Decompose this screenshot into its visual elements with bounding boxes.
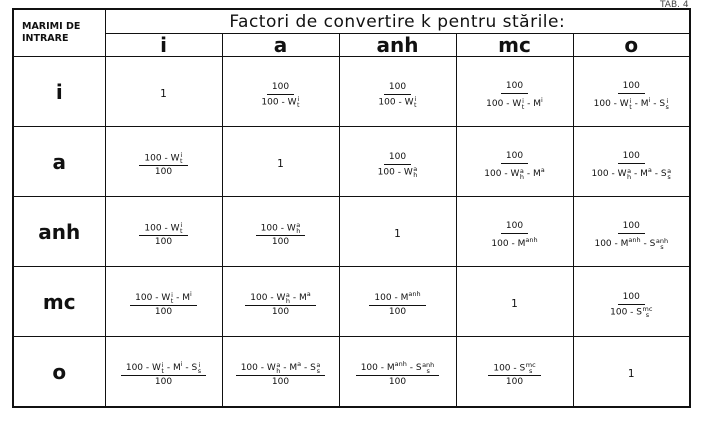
fraction (491, 221, 537, 250)
factor-cell (105, 267, 222, 337)
column-header-anh: anh (339, 34, 456, 57)
fraction-numerator: 100 - W i t (139, 222, 187, 237)
factor-cell (573, 197, 690, 267)
fraction-denominator: 100 (505, 377, 524, 387)
factor-cell (573, 267, 690, 337)
factor-cell (456, 337, 573, 408)
factor-cell (456, 197, 573, 267)
fraction-denominator: 100 - W i t (261, 95, 300, 110)
fraction (256, 222, 306, 249)
fraction-denominator: $100 - M^{anh}$ - S anh s (594, 236, 669, 251)
fraction-numerator: 100 (618, 221, 645, 234)
column-header-a: a (222, 34, 339, 57)
factor-cell (222, 267, 339, 337)
factor-cell (573, 127, 690, 197)
fraction (236, 359, 326, 388)
fraction (591, 151, 671, 180)
fraction-denominator: 100 - W i t (378, 95, 417, 110)
fraction (139, 222, 187, 249)
column-header-i: i (105, 34, 222, 57)
fraction (488, 362, 540, 389)
fraction-numerator: 100 - W i t - $M^i$ - S i s (121, 359, 206, 376)
factor-cell (573, 337, 690, 408)
fraction-denominator: 100 (154, 237, 173, 247)
factor-value: 1 (160, 88, 167, 100)
factor-value: 1 (277, 158, 284, 170)
fraction-denominator: 100 - S mc s (610, 305, 653, 320)
table-row (13, 197, 690, 267)
fraction-denominator: 100 - W a h - $M^a$ (484, 166, 545, 181)
fraction-denominator: 100 (271, 307, 290, 317)
fraction (245, 289, 315, 318)
fraction-denominator: 100 - W i t - $M^i$ - S i s (593, 96, 669, 111)
fraction (610, 292, 652, 319)
factor-cell (339, 197, 456, 267)
fraction-denominator: 100 - W a h (377, 165, 418, 180)
fraction (484, 151, 544, 180)
fraction (378, 152, 418, 179)
factor-cell (456, 127, 573, 197)
fraction-numerator: 100 (618, 292, 645, 305)
factor-cell (222, 127, 339, 197)
fraction-denominator: 100 (154, 307, 173, 317)
table-row (13, 57, 690, 127)
factor-cell (339, 267, 456, 337)
fraction-numerator: 100 - W i t (139, 152, 187, 167)
factor-cell (573, 57, 690, 127)
factor-cell (339, 57, 456, 127)
fraction-numerator: 100 (501, 151, 528, 164)
fraction (356, 359, 440, 388)
factor-cell (339, 127, 456, 197)
fraction-numerator: 100 - W i t - $M^i$ (130, 289, 197, 306)
fraction (594, 81, 669, 110)
fraction-denominator: $100 - M^{anh}$ (491, 236, 538, 249)
fraction-denominator: 100 (271, 237, 290, 247)
row-label-mc: mc (13, 267, 105, 337)
fraction-denominator: 100 (154, 167, 173, 177)
fraction-numerator: 100 (384, 152, 411, 165)
fraction-denominator: 100 (388, 377, 407, 387)
conversion-factor-table (12, 8, 691, 408)
fraction-denominator: 100 - W i t - $M^i$ (486, 96, 543, 111)
column-header-o: o (573, 34, 690, 57)
table-row (13, 337, 690, 408)
fraction-denominator: 100 (271, 377, 290, 387)
factor-value: 1 (394, 228, 401, 240)
factor-cell (222, 57, 339, 127)
row-header-label: MARIMI DE INTRARE (13, 9, 105, 57)
factor-cell (456, 267, 573, 337)
factor-cell (105, 197, 222, 267)
row-label-a: a (13, 127, 105, 197)
factor-cell (339, 337, 456, 408)
fraction-numerator: 100 - S mc s (488, 362, 540, 377)
fraction-numerator: 100 (501, 81, 528, 94)
fraction (121, 359, 206, 388)
fraction-denominator: 100 (154, 377, 173, 387)
table-row (13, 267, 690, 337)
fraction (261, 82, 299, 109)
row-label-anh: anh (13, 197, 105, 267)
factor-value: 1 (511, 298, 518, 310)
factor-cell (222, 197, 339, 267)
column-header-mc: mc (456, 34, 573, 57)
fraction-numerator: $100 - M^{anh}$ (369, 289, 425, 306)
factor-value: 1 (627, 368, 635, 380)
fraction-numerator: 100 - W a h (256, 222, 306, 237)
factor-cell (105, 337, 222, 408)
row-label-o: o (13, 337, 105, 408)
fraction-numerator: 100 (501, 221, 528, 234)
fraction (369, 289, 425, 318)
factor-cell (222, 337, 339, 408)
factor-cell (105, 57, 222, 127)
fraction (139, 152, 187, 179)
fraction (594, 221, 668, 250)
factor-cell (456, 57, 573, 127)
table-title: Factori de convertire k pentru stările: (105, 9, 690, 34)
fraction-numerator: 100 - W a h - $M^a$ (245, 289, 315, 306)
table-number-label: TAB. 4 (660, 0, 689, 10)
table-row (13, 127, 690, 197)
fraction (130, 289, 197, 318)
fraction (486, 81, 543, 110)
factor-cell (105, 127, 222, 197)
fraction-denominator: 100 (388, 307, 407, 317)
fraction-numerator: 100 (384, 82, 411, 95)
fraction (378, 82, 416, 109)
fraction-numerator: 100 (618, 151, 645, 164)
fraction-denominator: 100 - W a h - $M^a$ - S a s (591, 166, 672, 181)
fraction-numerator: $100 - M^{anh}$ - S anh s (356, 359, 440, 376)
fraction-numerator: 100 - W a h - $M^a$ - S a s (236, 359, 326, 376)
row-label-i: i (13, 57, 105, 127)
fraction-numerator: 100 (267, 82, 294, 95)
fraction-numerator: 100 (618, 81, 645, 94)
